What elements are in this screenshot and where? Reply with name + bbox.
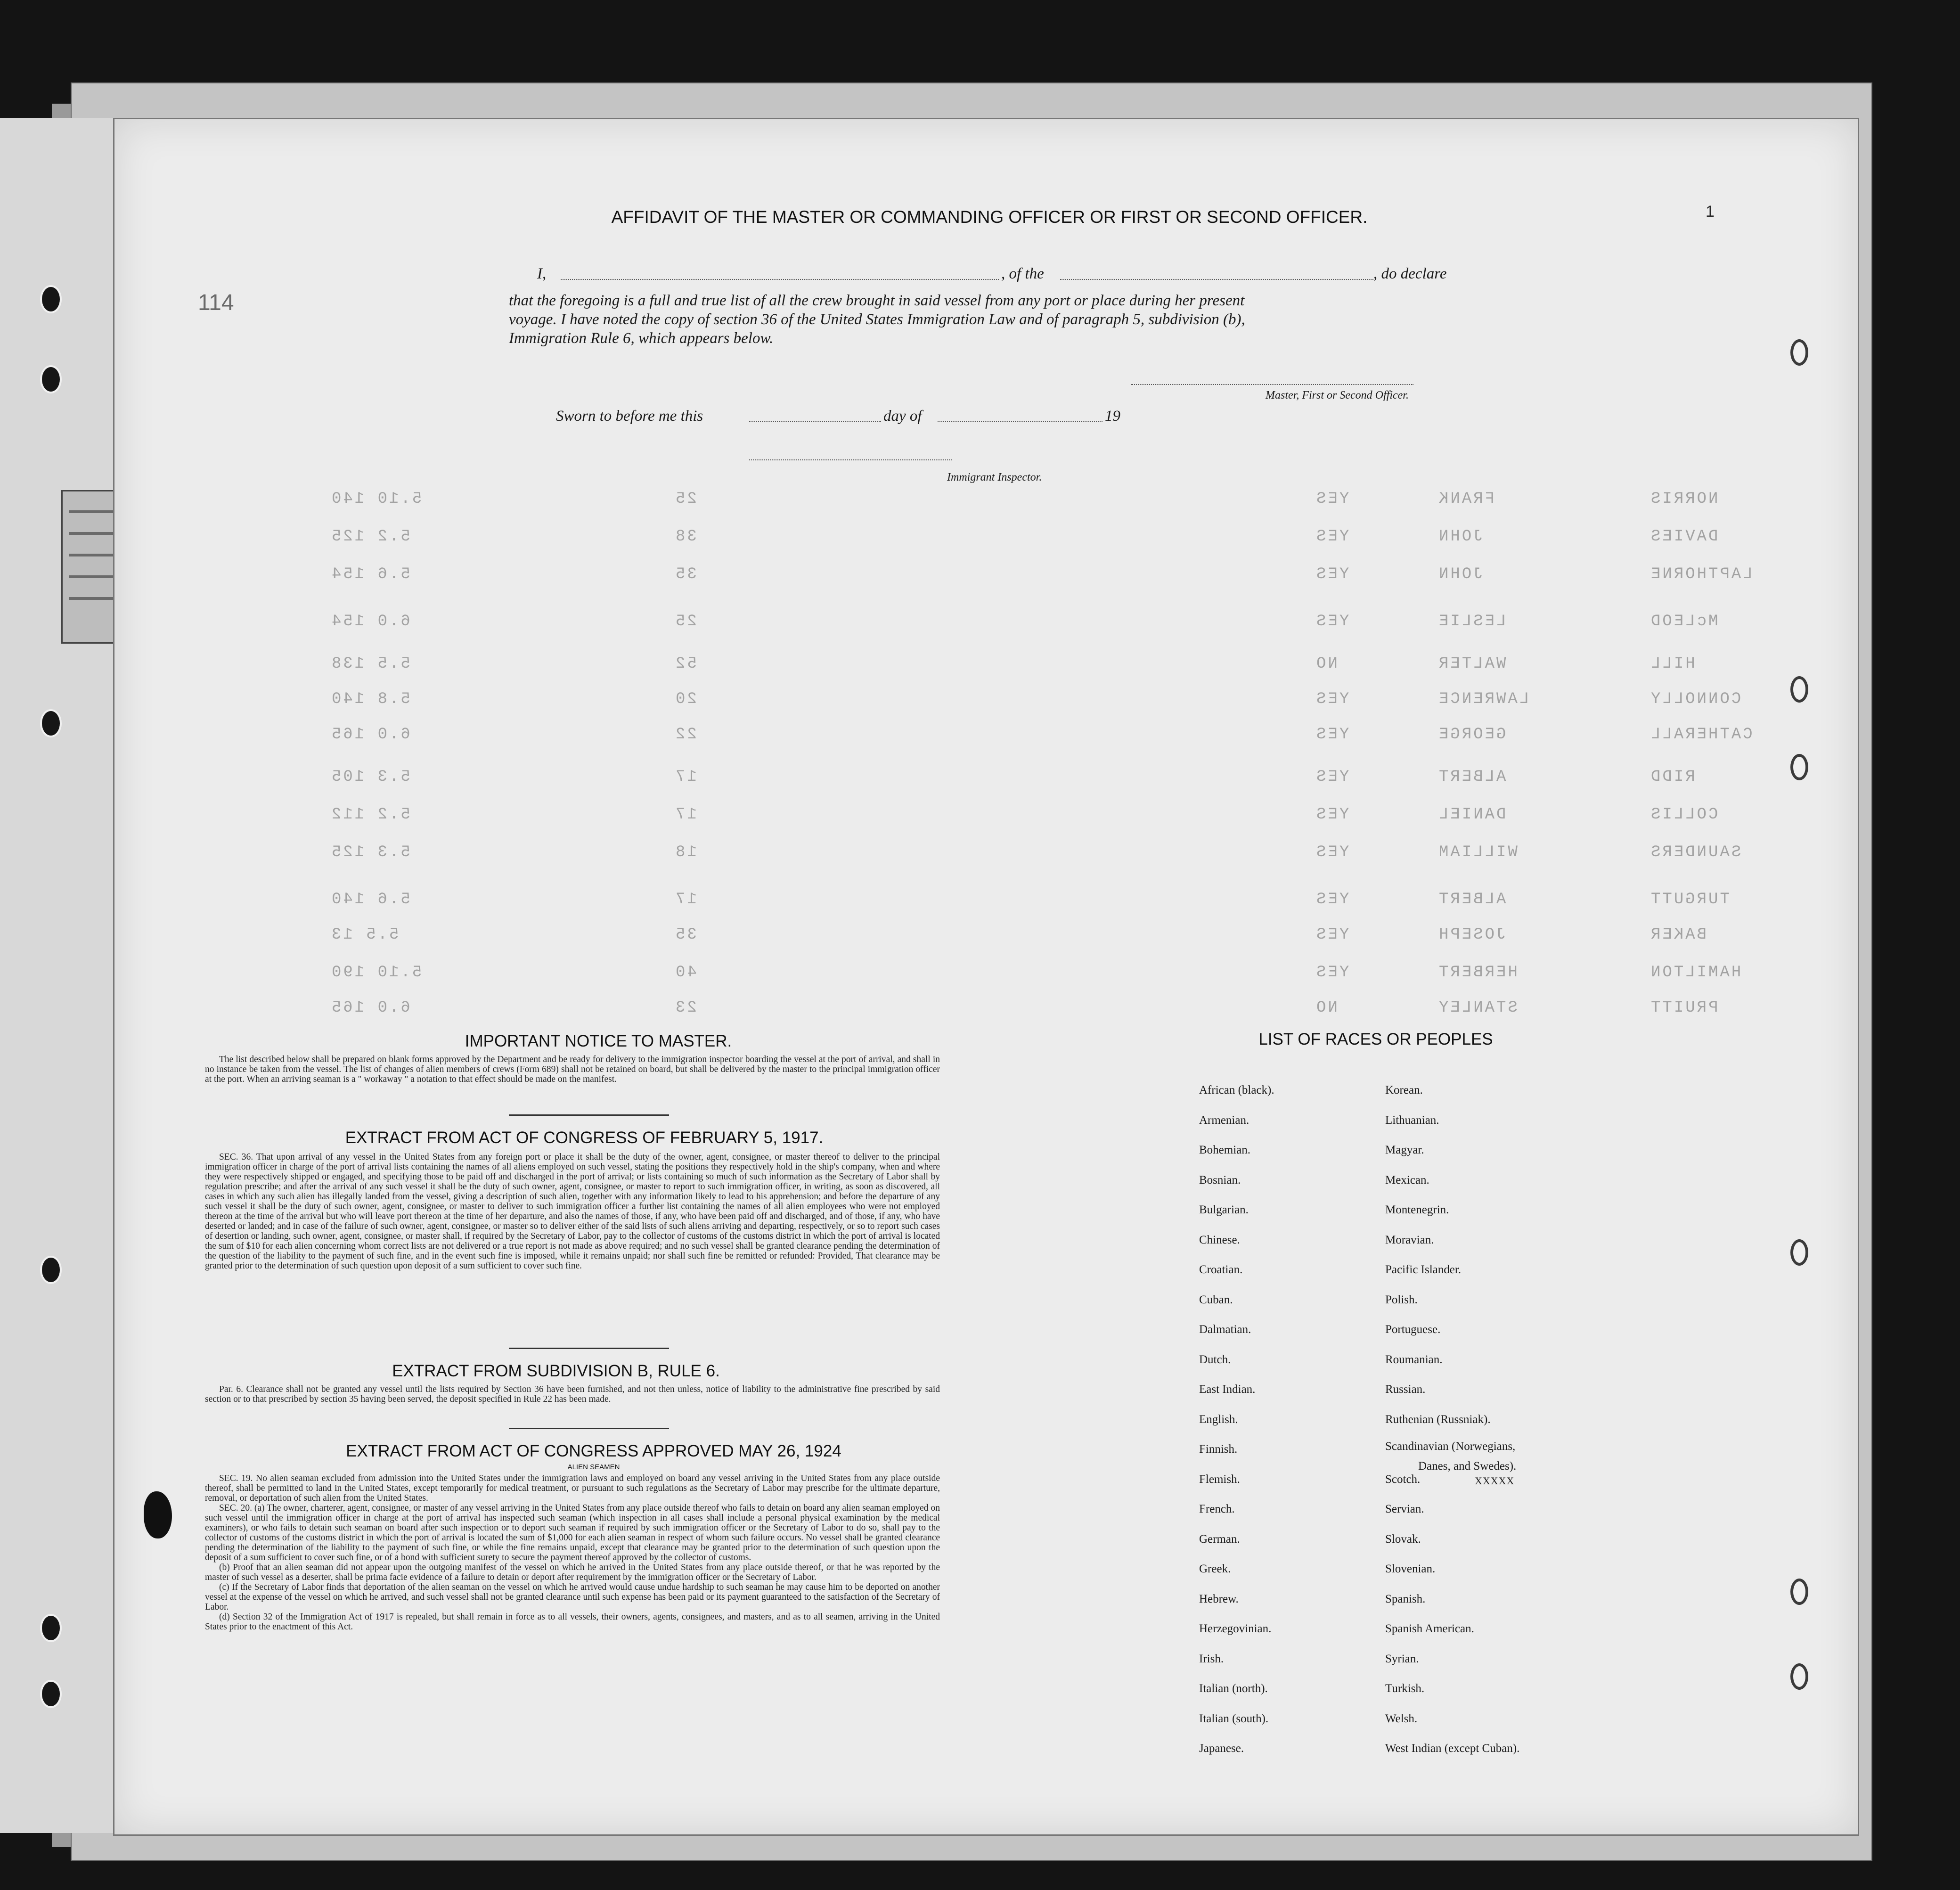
- race-item: Servian.: [1385, 1503, 1424, 1515]
- punch-hole: [1790, 754, 1808, 780]
- ghost-name: HAMILTON: [1649, 964, 1741, 982]
- race-item: Moravian.: [1385, 1233, 1434, 1246]
- ghost-age: 25: [674, 490, 697, 508]
- race-item: Slovenian.: [1385, 1563, 1436, 1575]
- race-item: Bulgarian.: [1199, 1203, 1249, 1216]
- race-item: Roumanian.: [1385, 1353, 1443, 1366]
- ghost-age: 17: [674, 806, 697, 824]
- ghost-name: SAUNDERS: [1649, 843, 1741, 861]
- race-item: Danes, and Swedes).: [1418, 1460, 1517, 1473]
- ghost-age: 17: [674, 891, 697, 908]
- race-item: Portuguese.: [1385, 1323, 1441, 1336]
- race-item: Chinese.: [1199, 1233, 1240, 1246]
- ghost-yes: YES: [1315, 726, 1349, 744]
- race-item: Polish.: [1385, 1293, 1418, 1306]
- ghost-age: 23: [674, 999, 697, 1017]
- ghost-name: TURGUTT: [1649, 891, 1730, 908]
- ghost-first: GEORGE: [1437, 726, 1506, 744]
- race-item: Ruthenian (Russniak).: [1385, 1413, 1491, 1426]
- day-blank: [749, 421, 881, 422]
- ghost-first: WALTER: [1437, 655, 1506, 673]
- ghost-age: 35: [674, 926, 697, 944]
- race-item: German.: [1199, 1532, 1240, 1546]
- ghost-first: JOHN: [1437, 565, 1483, 583]
- race-item: Spanish American.: [1385, 1622, 1474, 1635]
- punch-hole: [40, 1614, 62, 1642]
- ghost-age: 20: [674, 690, 697, 708]
- ghost-first: LAWRENCE: [1437, 690, 1529, 708]
- race-item: Italian (north).: [1199, 1682, 1268, 1695]
- race-item: Japanese.: [1199, 1742, 1244, 1755]
- ghost-yes: YES: [1315, 768, 1349, 786]
- race-item: Lithuanian.: [1385, 1113, 1439, 1127]
- ghost-first: HERBERT: [1437, 964, 1518, 982]
- signature-label: Master, First or Second Officer.: [1266, 389, 1409, 401]
- race-item: Scandinavian (Norwegians,: [1385, 1440, 1516, 1453]
- ghost-yes: YES: [1315, 528, 1349, 546]
- race-item: Welsh.: [1385, 1712, 1418, 1725]
- race-item: Italian (south).: [1199, 1712, 1269, 1725]
- race-item: Dutch.: [1199, 1353, 1231, 1366]
- ghost-rating: 5.3 105: [330, 768, 410, 786]
- race-item: Magyar.: [1385, 1144, 1424, 1156]
- extract-1917-text: SEC. 36. That upon arrival of any vessel in the United States from any foreign port or place it shall be the duty of the owner, agent, consignee, or master thereof to deliver to the principal immigration officer in charge of the port of arrival lists containing the names of all aliens employed on such vessel, stating the positions they respectively hold in the ship's company, when and where they were respectively shipped or engaged, and specifying those to be paid off and discharged in the port of arrival; or lists containing so much of such information as the Secretary of Labor shall by regulation prescribe; and after the arrival of any such vessel it shall be the duty of such owner, agent, consignee, or master to report to such immigration officer, in writing, as soon as discovered, all cases in which any such alien has illegally landed from the vessel, giving a description of such alien, together with any information likely to lead to his apprehension; and before the departure of any such vessel it shall be the duty of such owner, agent, consignee, or master to deliver to such immigration officer a further list containing the names of all alien employees who were not employed thereon at the time of the arrival but who will leave port thereon at the time of her departure, and also the names of those, if any, who have been paid off and discharged, and of those, if any, who have deserted or landed; and in case of the failure of such owner, agent, consignee, or master so to deliver either of the said lists of such aliens arriving and departing, respectively, or so to report such cases of desertion or landing, such owner, agent, consignee, or master shall, if required by the Secretary of Labor, pay to the collector of customs of the customs district in which the port of arrival is located the sum of $10 for each alien concerning whom correct lists are not delivered or a true report is not made as above required; and no such vessel shall be granted clearance pending the determination of the question of the liability to the payment of such fine, and in the event such fine is imposed, while it remains unpaid; nor shall such fine be remitted or refunded: Provided, That clearance may be granted prior to the determination of such question upon deposit of a sum sufficient to cover such fine.: [205, 1152, 940, 1271]
- punch-hole: [1790, 339, 1808, 366]
- extract-1917-title: EXTRACT FROM ACT OF CONGRESS OF FEBRUARY 5, 1917.: [345, 1129, 824, 1147]
- ghost-first: FRANK: [1437, 490, 1495, 508]
- race-item: French.: [1199, 1503, 1235, 1515]
- extract-1924-text: SEC. 19. No alien seaman excluded from admission into the United States under the immigration laws and employed on board any vessel arriving in the United States from any place outside thereof, shall be permitted to land in the United States, except temporarily for medical treatment, or pursuant to such regulations as the Secretary of Labor may prescribe for the ultimate departure, removal, or deportation of such alien from the United States. SEC. 20. (a) The owner, charterer, agent, consignee, or master of any vessel arriving in the United States from any place outside thereof who fails to detain on board any alien seaman employed on such vessel until the immigration officer in charge at the port of arrival has inspected such seaman (which inspection in all cases shall include a personal physical examination by the medical examiners), or who fails to detain such seaman on board after such inspection or to deport such seaman if required by such immigration officer or the Secretary of Labor to do so, shall pay to the collector of customs of the customs district in which the port of arrival is located the sum of $1,000 for each alien seaman in respect of whom such failure occurs. No vessel shall be granted clearance pending the determination of the liability to the payment of such fine, or while the fine remains unpaid, except that clearance may be granted prior to the determination of such question upon the deposit of a sum sufficient to cover such fine, or of a bond with sufficient surety to secure the payment thereof approved by the collector of customs. (b) Proof that an alien seaman did not appear upon the outgoing manifest of the vessel on which he arrived in the United States from any place outside thereof, or that he was reported by the master of such vessel as a deserter, shall be prima facie evidence of a failure to detain or deport after requirement by the immigration officer or the Secretary of Labor. (c) If the Secretary of Labor finds that deportation of the alien seaman on the vessel on which he arrived would cause undue hardship to such seaman he may cause him to be deported on another vessel at the expense of the vessel on which he arrived, and such vessel shall not be granted clearance until such expense has been paid or its payment guaranteed to the satisfaction of the Secretary of Labor. (d) Section 32 of the Immigration Act of 1917 is repealed, but shall remain in force as to all vessels, their owners, agents, consignees, and masters, and as to all seamen, arriving in the United States prior to the enactment of this Act.: [205, 1473, 940, 1632]
- race-item: Syrian.: [1385, 1652, 1419, 1665]
- section-divider: [509, 1114, 669, 1116]
- race-item: Croatian.: [1199, 1263, 1243, 1276]
- ghost-rating: 5.6 154: [330, 565, 410, 583]
- ghost-rating: 5.2 125: [330, 528, 410, 546]
- race-item: Greek.: [1199, 1563, 1231, 1575]
- section-divider: [509, 1348, 669, 1349]
- race-item: Turkish.: [1385, 1682, 1425, 1695]
- punch-hole: [1790, 1239, 1808, 1266]
- ghost-yes: YES: [1315, 613, 1349, 630]
- affidavit-line1-start: I,: [537, 265, 547, 282]
- ghost-yes: YES: [1315, 891, 1349, 908]
- inspector-blank: [749, 459, 952, 460]
- sworn-year: 19: [1105, 408, 1120, 425]
- affidavit-line4: Immigration Rule 6, which appears below.: [509, 330, 774, 347]
- ghost-rating: 5.5 138: [330, 655, 410, 673]
- race-item: Dalmatian.: [1199, 1323, 1251, 1336]
- race-item: Scotch.: [1385, 1473, 1421, 1486]
- sworn-day-of: day of: [883, 408, 922, 425]
- extract-rule6-title: EXTRACT FROM SUBDIVISION B, RULE 6.: [392, 1362, 720, 1380]
- punch-hole: [1790, 676, 1808, 703]
- ghost-name: NORRIS: [1649, 490, 1718, 508]
- race-item: Mexican.: [1385, 1173, 1429, 1186]
- vessel-blank: [1060, 279, 1373, 280]
- extract-1924-subtitle: ALIEN SEAMEN: [567, 1463, 620, 1471]
- ghost-first: STANLEY: [1437, 999, 1518, 1017]
- ghost-name: HILL: [1649, 655, 1695, 673]
- ghost-rating: 5.10 140: [330, 490, 422, 508]
- margin-number: 114: [198, 290, 234, 315]
- affidavit-line1-end: , do declare: [1373, 265, 1447, 282]
- ghost-name: BAKER: [1649, 926, 1707, 944]
- ghost-yes: NO: [1315, 655, 1338, 673]
- race-item: African (black).: [1199, 1084, 1274, 1096]
- ghost-name: COLLIS: [1649, 806, 1718, 824]
- ghost-first: ALBERT: [1437, 768, 1506, 786]
- ghost-age: 35: [674, 565, 697, 583]
- ghost-name: DAVIES: [1649, 528, 1718, 546]
- race-item: Slovak.: [1385, 1532, 1421, 1546]
- ghost-rating: 5.6 140: [330, 891, 410, 908]
- notice-text: The list described below shall be prepared on blank forms approved by the Department and be ready for delivery to the immigration inspector boarding the vessel at the port of arrival, and shall in no instance be taken from the vessel. The list of changes of alien members of crews (Form 689) shall not be retained on board, but shall be delivered by the master to the principal immigration officer at the port. When an arriving seaman is a " workaway " a notation to that effect should be made on the manifest.: [205, 1055, 940, 1084]
- ghost-yes: YES: [1315, 490, 1349, 508]
- ghost-rating: 5.10 190: [330, 964, 422, 982]
- ghost-rating: 6.0 165: [330, 999, 410, 1017]
- ghost-age: 22: [674, 726, 697, 744]
- ghost-name: PRUITT: [1649, 999, 1718, 1017]
- ghost-rating: 5.5 13: [330, 926, 399, 944]
- punch-hole: [1790, 1663, 1808, 1690]
- races-title: LIST OF RACES OR PEOPLES: [1258, 1030, 1493, 1048]
- race-item: Korean.: [1385, 1084, 1423, 1096]
- ghost-rating: 5.3 125: [330, 843, 410, 861]
- race-item: Montenegrin.: [1385, 1203, 1449, 1216]
- race-item: English.: [1199, 1413, 1238, 1426]
- affidavit-line3: voyage. I have noted the copy of section 36 of the United States Immigration Law and of paragraph 5, subdivision (b),: [509, 311, 1245, 328]
- punch-hole: [1790, 1579, 1808, 1605]
- race-item: Cuban.: [1199, 1293, 1233, 1306]
- ghost-name: McLEOD: [1649, 613, 1718, 630]
- race-item: East Indian.: [1199, 1383, 1256, 1396]
- race-item: West Indian (except Cuban).: [1385, 1742, 1520, 1755]
- affidavit-line1-mid: , of the: [1001, 265, 1044, 282]
- punch-hole: [40, 1680, 62, 1708]
- ghost-first: WILLIAM: [1437, 843, 1518, 861]
- ghost-yes: NO: [1315, 999, 1338, 1017]
- ghost-first: DANIEL: [1437, 806, 1506, 824]
- ghost-name: CATHERALL: [1649, 726, 1753, 744]
- ghost-age: 40: [674, 964, 697, 982]
- race-item: Spanish.: [1385, 1592, 1426, 1605]
- ghost-age: 25: [674, 613, 697, 630]
- ghost-first: LESLIE: [1437, 613, 1506, 630]
- ghost-rating: 6.0 165: [330, 726, 410, 744]
- signature-blank: [1131, 384, 1413, 385]
- extract-rule6-text: Par. 6. Clearance shall not be granted any vessel until the lists required by Section 36 have been furnished, and not then unless, notice of liability to the administrative fine prescribed by said section or to that prescribed by section 35 having been served, the deposit specified in Rule 22 has been made.: [205, 1384, 940, 1404]
- punch-hole: [40, 1256, 62, 1284]
- race-item: Irish.: [1199, 1652, 1224, 1665]
- corner-mark: 1: [1706, 203, 1715, 221]
- ghost-yes: YES: [1315, 926, 1349, 944]
- punch-hole: [40, 365, 62, 393]
- ghost-first: ALBERT: [1437, 891, 1506, 908]
- race-item: Hebrew.: [1199, 1592, 1239, 1605]
- ghost-rating: 5.2 112: [330, 806, 410, 824]
- name-blank: [561, 279, 999, 280]
- ghost-rating: 5.8 140: [330, 690, 410, 708]
- section-divider: [509, 1428, 669, 1429]
- ghost-age: 18: [674, 843, 697, 861]
- ink-blot: [144, 1491, 172, 1538]
- extract-1924-title: EXTRACT FROM ACT OF CONGRESS APPROVED MAY 26, 1924: [346, 1442, 841, 1460]
- punch-hole: [40, 709, 62, 737]
- ghost-rating: 6.0 154: [330, 613, 410, 630]
- race-item: Herzegovinian.: [1199, 1622, 1272, 1635]
- ghost-first: JOSEPH: [1437, 926, 1506, 944]
- ghost-yes: YES: [1315, 843, 1349, 861]
- race-item: Pacific Islander.: [1385, 1263, 1462, 1276]
- race-item: Armenian.: [1199, 1113, 1250, 1127]
- inspector-label: Immigrant Inspector.: [947, 471, 1042, 483]
- ghost-yes: YES: [1315, 964, 1349, 982]
- ghost-first: JOHN: [1437, 528, 1483, 546]
- ghost-name: CONNOLLY: [1649, 690, 1741, 708]
- month-blank: [938, 421, 1102, 422]
- race-item: Bosnian.: [1199, 1173, 1241, 1186]
- ghost-name: LAPTHORNE: [1649, 565, 1753, 583]
- ghost-yes: YES: [1315, 806, 1349, 824]
- race-item: Russian.: [1385, 1383, 1426, 1396]
- ghost-age: 17: [674, 768, 697, 786]
- ghost-yes: YES: [1315, 690, 1349, 708]
- race-item: Bohemian.: [1199, 1144, 1251, 1156]
- notice-title: IMPORTANT NOTICE TO MASTER.: [465, 1032, 732, 1050]
- ghost-age: 38: [674, 528, 697, 546]
- race-item: Finnish.: [1199, 1443, 1238, 1456]
- ghost-yes: YES: [1315, 565, 1349, 583]
- affidavit-title: AFFIDAVIT OF THE MASTER OR COMMANDING OFFICER OR FIRST OR SECOND OFFICER.: [611, 207, 1368, 227]
- ghost-age: 52: [674, 655, 697, 673]
- ghost-name: RIDD: [1649, 768, 1695, 786]
- sworn-text: Sworn to before me this: [556, 408, 703, 425]
- affidavit-line2: that the foregoing is a full and true list of all the crew brought in said vessel from any port or place during her present: [509, 292, 1245, 309]
- race-item: Flemish.: [1199, 1473, 1240, 1486]
- punch-hole: [40, 285, 62, 313]
- scotch-overstrike: XXXXX: [1475, 1475, 1515, 1487]
